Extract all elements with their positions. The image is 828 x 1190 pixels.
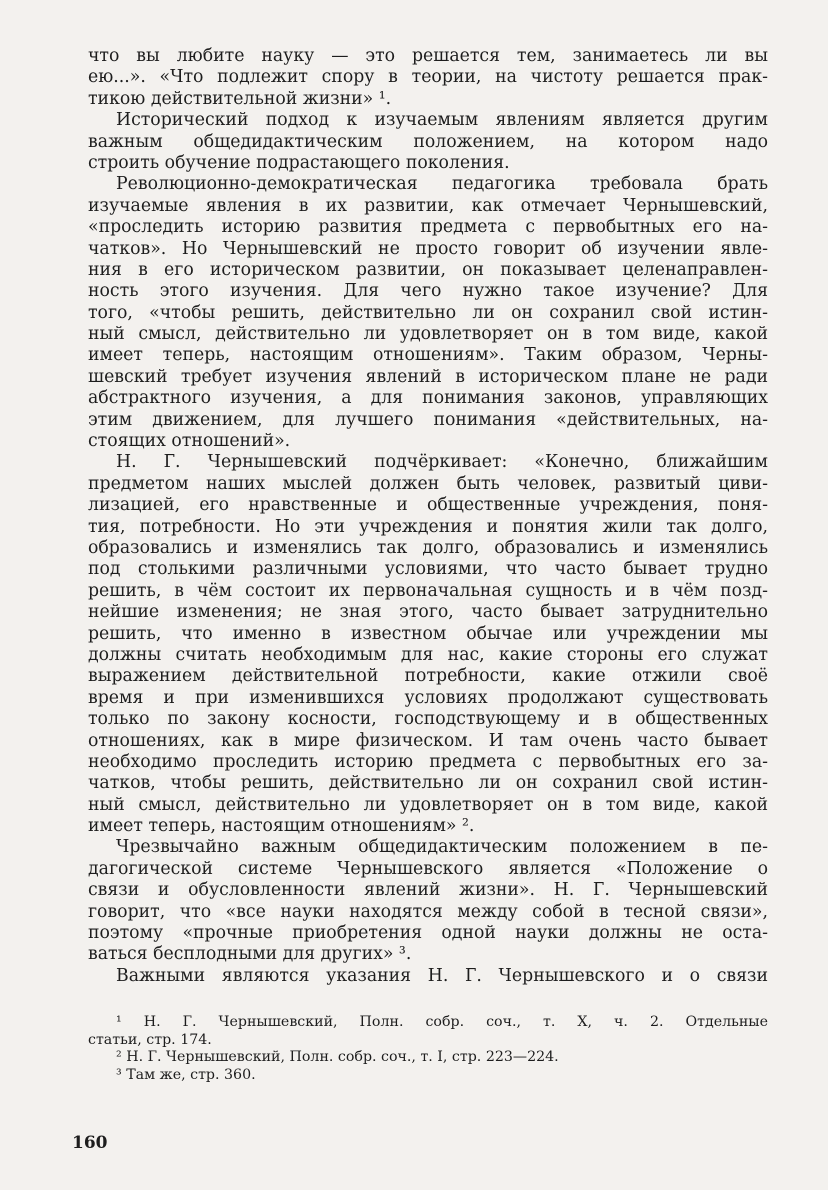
text-line: под столькими различными условиями, что часто бывает трудно	[88, 559, 768, 580]
text-line: изучаемые явления в их развитии, как отмечает Чернышевский,	[88, 195, 768, 216]
text-line: Н. Г. Чернышевский подчёркивает: «Конечно, ближайшим	[116, 452, 768, 473]
text-line: должны считать необходимым для нас, какие стороны его служат	[88, 644, 768, 665]
text-line: ею...». «Что подлежит спору в теории, на чистоту решается прак-	[88, 67, 768, 88]
text-line: стоящих отношений».	[88, 431, 291, 452]
text-line: отношениях, как в мире физическом. И там очень часто бывает	[88, 730, 768, 751]
footnote-line: ² Н. Г. Чернышевский, Полн. собр. соч., т. I, стр. 223—224.	[116, 1049, 559, 1066]
text-line: связи и обусловленности явлений жизни». Н. Г. Чернышевский	[88, 880, 768, 901]
text-line: дагогической системе Чернышевского является «Положение о	[88, 858, 768, 879]
text-line: лизацией, его нравственные и общественные учреждения, поня-	[88, 495, 768, 516]
text-line: «проследить историю развития предмета с первобытных его на-	[88, 217, 768, 238]
text-line: говорит, что «все науки находятся между собой в тесной связи»,	[88, 901, 768, 922]
text-line: ный смысл, действительно ли удовлетворяет он в том виде, какой	[88, 324, 768, 345]
text-line: этим движением, для лучшего понимания «действительных, на-	[88, 409, 768, 430]
text-line: Чрезвычайно важным общедидактическим положением в пе-	[116, 837, 768, 858]
footnote-line: статьи, стр. 174.	[88, 1031, 212, 1048]
text-line: что вы любите науку — это решается тем, занимаетесь ли вы	[88, 46, 768, 66]
text-line: нейшие изменения; не зная этого, часто бывает затруднительно	[88, 602, 768, 623]
text-line: только по закону косности, господствующему и в общественных	[88, 709, 768, 730]
text-line: решить, в чём состоит их первоначальная сущность и в чём позд-	[88, 580, 768, 601]
text-line: чатков, чтобы решить, действительно ли он сохранил свой истин-	[88, 773, 768, 794]
text-line: необходимо проследить историю предмета с первобытных его за-	[88, 751, 768, 772]
text-line: ность этого изучения. Для чего нужно такое изучение? Для	[88, 281, 768, 302]
text-line: Революционно-демократическая педагогика требовала брать	[116, 174, 768, 195]
text-line: Исторический подход к изучаемым явлениям является другим	[116, 110, 768, 131]
text-line: строить обучение подрастающего поколения.	[88, 152, 510, 173]
text-line: ный смысл, действительно ли удовлетворяет он в том виде, какой	[88, 794, 768, 815]
text-line: абстрактного изучения, а для понимания законов, управляющих	[88, 388, 768, 409]
text-line: тия, потребности. Но эти учреждения и понятия жили так долго,	[88, 516, 768, 537]
text-line: ния в его историческом развитии, он показывает целенаправлен-	[88, 259, 768, 280]
text-line: ваться бесплодными для других» ³.	[88, 944, 412, 965]
text-line: чатков». Но Чернышевский не просто говорит об изучении явле-	[88, 238, 768, 259]
text-line: предметом наших мыслей должен быть человек, развитый циви-	[88, 473, 768, 494]
text-line: время и при изменившихся условиях продолжают существовать	[88, 687, 768, 708]
page-number: 160	[72, 1133, 108, 1153]
footnote-line: ³ Там же, стр. 360.	[116, 1066, 256, 1083]
text-line: имеет теперь, настоящим отношениям» ².	[88, 816, 475, 837]
text-line: того, «чтобы решить, действительно ли он сохранил свой истин-	[88, 302, 768, 323]
text-line: Важными являются указания Н. Г. Чернышевского и о связи	[116, 965, 768, 986]
footnote-line: ¹ Н. Г. Чернышевский, Полн. собр. соч., т. X, ч. 2. Отдельные	[116, 1014, 768, 1030]
text-line: поэтому «прочные приобретения одной науки должны не оста-	[88, 923, 768, 944]
text-line: решить, что именно в известном обычае или учреждении мы	[88, 623, 768, 644]
body-text	[88, 46, 768, 987]
text-line: тикою действительной жизни» ¹.	[88, 88, 392, 109]
text-line: важным общедидактическим положением, на котором надо	[88, 131, 768, 152]
text-line: образовались и изменялись так долго, образовались и изменялись	[88, 537, 768, 558]
text-line: имеет теперь, настоящим отношениям». Таким образом, Черны-	[88, 345, 768, 366]
text-line: шевский требует изучения явлений в историческом плане не ради	[88, 366, 768, 387]
footnotes	[88, 1014, 768, 1084]
text-line: выражением действительной потребности, какие отжили своё	[88, 666, 768, 687]
